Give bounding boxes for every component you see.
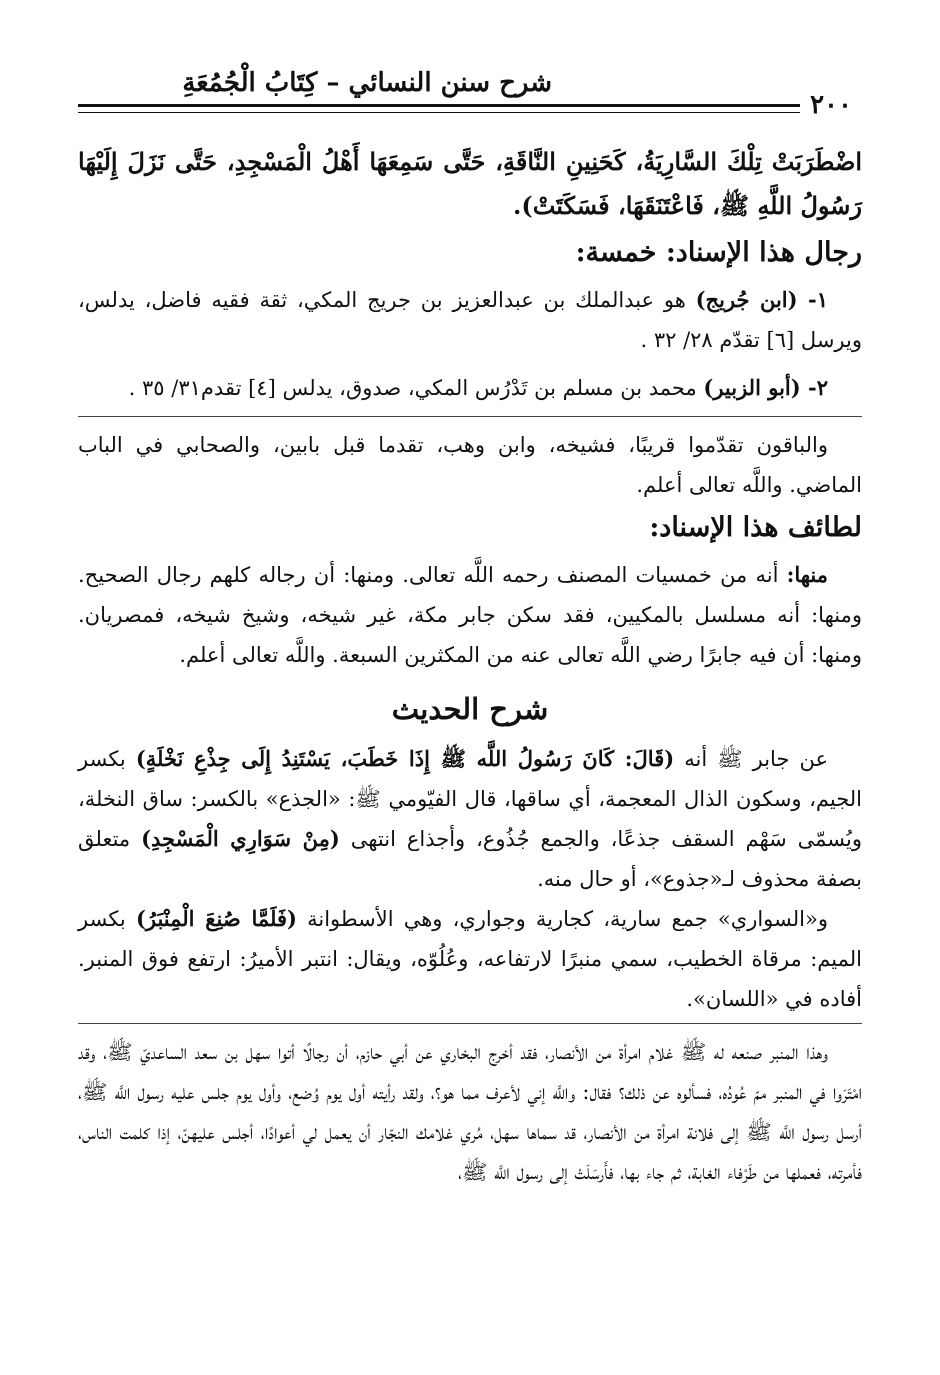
sharh-p1-end: متعلق بصفة محذوف لـ«جذوع»، أو حال منه. (78, 827, 862, 891)
sharh-p1-quote-1: (قَالَ: كَانَ رَسُولُ اللَّه ﷺ إِذَا خَطَبَ، يَسْتَنِدُ إِلَى جِذْعِ نَخْلَةٍ) (135, 746, 675, 771)
narrator-name-1: ١- (ابن جُريج) (695, 287, 829, 312)
sharh-paragraph-3: وهذا المنبر صنعه له ﷺ غلام امرأة من الأنصار، فقد أخرج البخاري عن أبي حازم، أن رجالًا أتوا سهل بن سعد الساعديّ ﷺ، وقد امْتَرَوا في المنبر ممّ عُودُه، فسألوه عن ذلك؟ فقال: واللَّه إني لأعرف مما هو؟، ولقد رأيته أول يوم وُضع، وأول يوم جلس عليه رسول اللَّه ﷺ، أرسل رسول اللَّه ﷺ إلى فلانة امرأة من الأنصار، قد سماها سهل، مُري غلامك النجّار أن يعمل لي أعوادًا، أجلس عليهنّ، إذا كلمت الناس، فأمرته، فعملها من طَرْفاء الغابة، ثم جاء بها، فأَرسَلَتْ إلى رسول اللَّه ﷺ، (78, 1040, 862, 1184)
sharh-heading: شرح الحديث (391, 692, 549, 726)
sharh-p1-start: عن جابر ﷺ أنه (674, 747, 828, 771)
narrator-desc-1: هو عبدالملك بن عبدالعزيز بن جريج المكي، ثقة فقيه فاضل، يدلس، ويرسل [٦] تقدّم ٢٨/ ٣٢ . (78, 288, 862, 352)
header-rule-thick (78, 104, 862, 107)
sharh-p1-quote-2: (مِنْ سَوَارِي الْمَسْجِدِ) (141, 826, 340, 851)
page-number: ٢٠٠ (800, 90, 862, 120)
running-title: شرح سنن النسائي – كِتَابُ الْجُمُعَةِ (182, 68, 552, 98)
narrator-entry-2 (78, 368, 862, 408)
lataif-lead: منها: (786, 562, 828, 587)
lataif-text: أنه من خمسيات المصنف رحمه اللَّه تعالى. ومنها: أن رجاله كلهم رجال الصحيح. ومنها: أنه مسلسل بالمكيين، فقد سكن جابر مكة، غير شيخه، وشيخ شيخه، فمصريان. ومنها: أن فيه جابرًا رضي اللَّه تعالى عنه من المكثرين السبعة. واللَّه تعالى أعلم. (78, 563, 862, 667)
sharh-p2-end: بكسر الميم: مرقاة الخطيب، سمي منبرًا لارتفاعه، وعُلُوّه، ويقال: انتبر الأميرُ: ارتفع فوق المنبر. أفاده في «اللسان». (78, 907, 862, 1011)
sharh-p2-quote: (فَلَمَّا صُنِعَ الْمِنْبَرُ) (135, 906, 297, 931)
sharh-p1-mid: بكسر الجيم، وسكون الذال المعجمة، أي ساقها، قال الفيّومي ﷺ: «الجذع» بالكسر: ساق النخلة، ويُسمّى سَهْم السقف جذعًا، والجمع جُذُوع، وأجذاع انتهى (78, 747, 862, 851)
sharh-p2-start: و«السواري» جمع سارية، كجارية وجواري، وهي الأسطوانة (296, 907, 828, 931)
sharh-paragraph-2 (78, 899, 862, 1019)
sharh-paragraph-1 (78, 739, 862, 899)
rijal-heading: رجال هذا الإسناد: خمسة: (575, 237, 862, 268)
narrator-desc-2: محمد بن مسلم بن تَدْرُس المكي، صدوق، يدلس [٤] تقدم٣١/ ٣٥ . (128, 376, 704, 400)
lataif-heading: لطائف هذا الإسناد: (649, 512, 862, 543)
section-divider-2 (78, 1023, 862, 1024)
header-rule-thin (78, 112, 862, 113)
section-divider (78, 416, 862, 417)
rijal-remainder: والباقون تقدّموا قريبًا، فشيخه، وابن وهب، تقدما قبل بابين، والصحابي في الباب الماضي. واللَّه تعالى أعلم. (78, 433, 862, 497)
narrator-entry-1 (78, 280, 862, 360)
narrator-name-2: ٢- (أبو الزبير) (703, 375, 828, 400)
page-content (78, 140, 862, 1192)
lataif-paragraph (78, 555, 862, 675)
page-header (78, 58, 862, 128)
hadith-continuation: اضْطَرَبَتْ تِلْكَ السَّارِيَةُ، كَحَنِينِ النَّاقَةِ، حَتَّى سَمِعَهَا أَهْلُ الْمَسْجِدِ، حَتَّى نَزَلَ إِلَيْهَا رَسُولُ اللَّهِ ﷺ، فَاعْتَنَقَهَا، فَسَكَتَتْ). (78, 147, 862, 220)
